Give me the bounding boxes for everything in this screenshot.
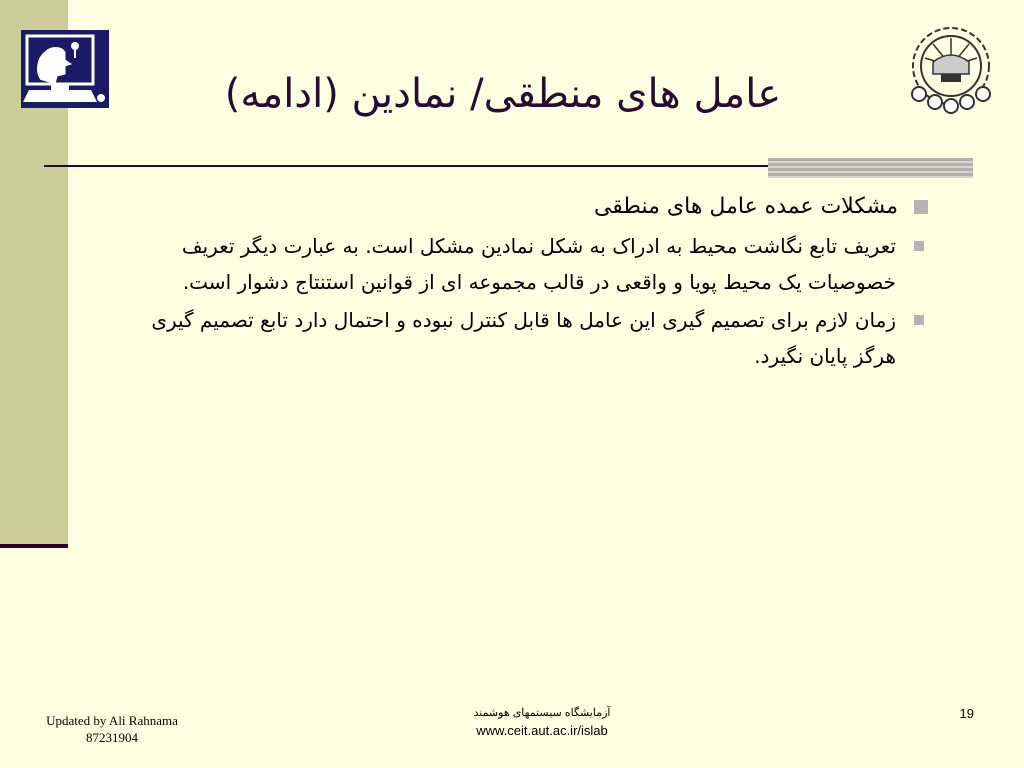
bullet-text: مشکلات عمده عامل های منطقی xyxy=(593,194,898,219)
bullet-level-2 xyxy=(122,228,932,300)
sub-bullet-list xyxy=(122,228,932,374)
slide-title: عامل های منطقی/ نمادین (ادامه) xyxy=(224,71,782,117)
footer-author xyxy=(26,712,198,746)
lab-url: www.ceit.aut.ac.ir/islab xyxy=(476,723,608,738)
sidebar-bottom-rule xyxy=(0,544,68,548)
square-bullet-icon xyxy=(914,241,924,251)
bullet-level-2 xyxy=(122,302,932,374)
page-number: 19 xyxy=(959,706,974,721)
square-bullet-icon xyxy=(914,200,928,214)
slide-content xyxy=(122,190,932,376)
university-gear-emblem-icon xyxy=(903,22,999,114)
computer-head-logo-icon xyxy=(21,30,109,108)
bullet-level-1 xyxy=(122,190,932,224)
bullet-text: زمان لازم برای تصمیم گیری این عامل ها قابل کنترل نبوده و احتمال دارد تابع تصمیم گیری هرگز پایان نگیرد. xyxy=(151,308,896,368)
author-id: 87231904 xyxy=(86,730,138,745)
author-line: Updated by Ali Rahnama xyxy=(46,713,178,728)
square-bullet-icon xyxy=(914,315,924,325)
title-accent-bar xyxy=(768,158,973,178)
footer-lab xyxy=(412,704,672,740)
lab-name: آزمایشگاه سیستمهای هوشمند xyxy=(473,707,611,719)
bullet-text: تعریف تابع نگاشت محیط به ادراک به شکل نمادین مشکل است. به عبارت دیگر تعریف خصوصیات یک محیط پویا و واقعی در قالب مجموعه ای از قوانین استنتاج دشوار است. xyxy=(181,234,896,294)
